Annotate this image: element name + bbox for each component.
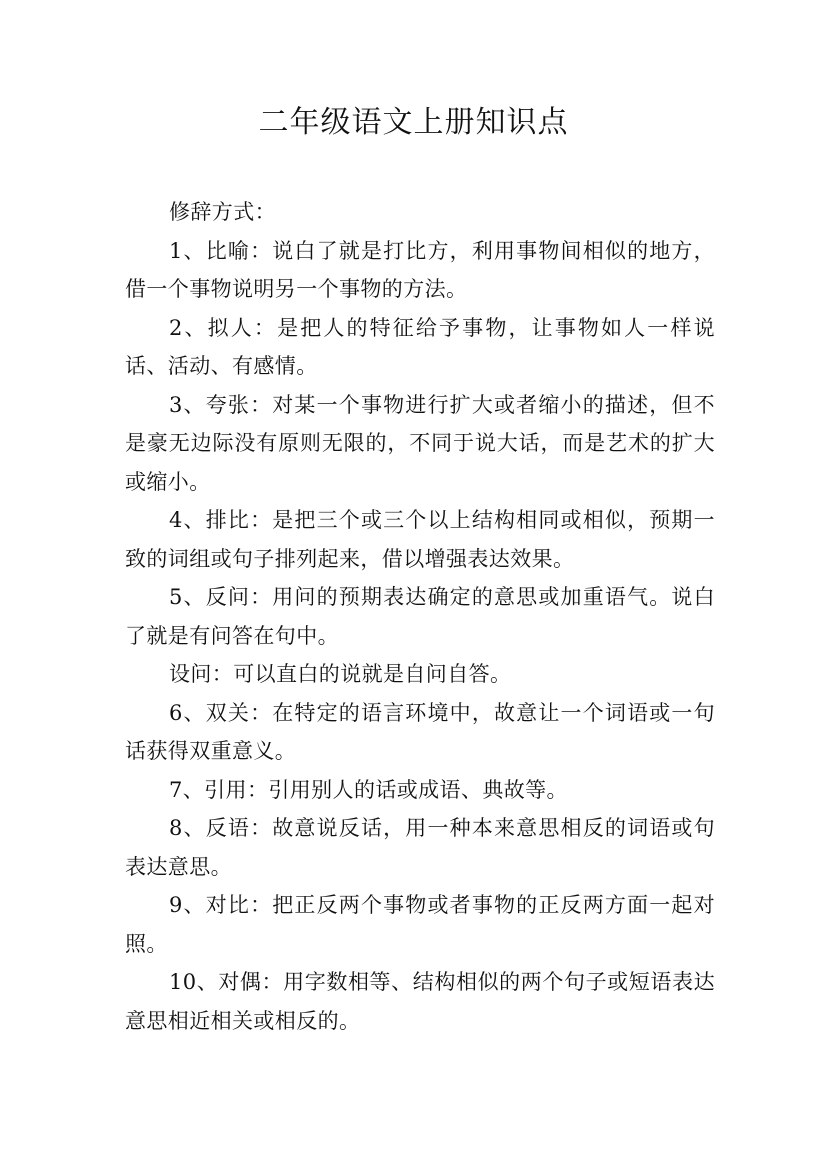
paragraph-hyperbole: 3、夸张：对某一个事物进行扩大或者缩小的描述，但不是豪无边际没有原则无限的，不同于说大话，而是艺术的扩大或缩小。 bbox=[125, 392, 715, 494]
paragraph-parallelism: 4、排比：是把三个或三个以上结构相同或相似，预期一致的词组或句子排列起来，借以增强表达效果。 bbox=[125, 508, 715, 571]
paragraph-personification: 2、拟人：是把人的特征给予事物，让事物如人一样说话、活动、有感情。 bbox=[125, 315, 715, 378]
paragraph-antithesis: 10、对偶：用字数相等、结构相似的两个句子或短语表达意思相近相关或相反的。 bbox=[125, 970, 715, 1033]
document-title: 二年级语文上册知识点 bbox=[258, 105, 569, 140]
paragraph-quotation: 7、引用：引用别人的话或成语、典故等。 bbox=[169, 777, 568, 802]
paragraph-heading-rhetoric: 修辞方式： bbox=[169, 200, 276, 224]
paragraph-self-question: 设问：可以直白的说就是自问自答。 bbox=[169, 662, 512, 686]
paragraph-pun: 6、双关：在特定的语言环境中，故意让一个词语或一句话获得双重意义。 bbox=[125, 700, 715, 763]
paragraph-irony: 8、反语：故意说反话，用一种本来意思相反的词语或句表达意思。 bbox=[125, 816, 715, 879]
paragraph-contrast: 9、对比：把正反两个事物或者事物的正反两方面一起对照。 bbox=[125, 893, 715, 956]
paragraph-metaphor: 1、比喻：说白了就是打比方，利用事物间相似的地方，借一个事物说明另一个事物的方法。 bbox=[125, 238, 715, 301]
paragraph-rhetorical-question: 5、反问：用问的预期表达确定的意思或加重语气。说白了就是有问答在句中。 bbox=[125, 585, 715, 648]
document-body bbox=[125, 193, 715, 1040]
